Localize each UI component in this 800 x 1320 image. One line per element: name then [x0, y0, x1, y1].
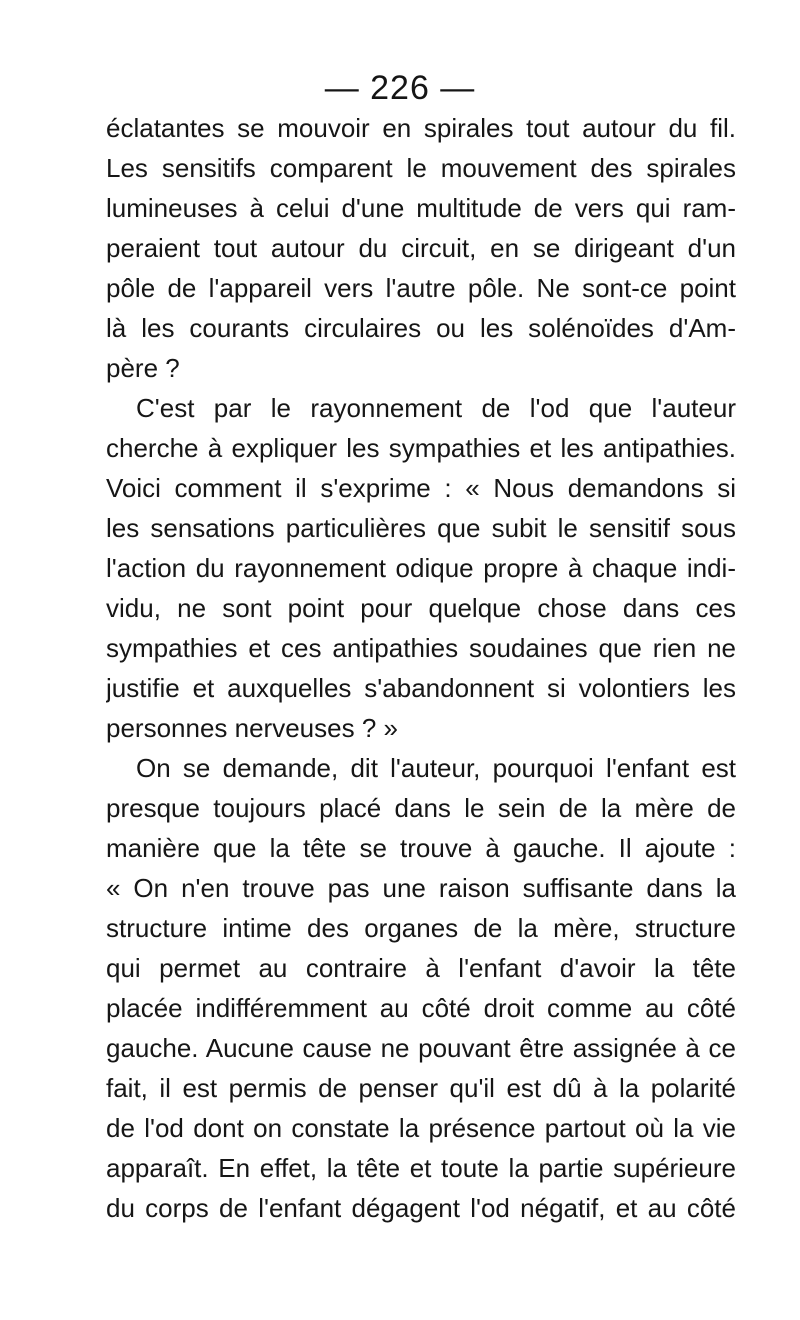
text-line: justifie et auxquelles s'abandonnent si volontiers les	[106, 673, 736, 703]
text-line: C'est par le rayonnement de l'od que l'auteur	[136, 393, 736, 423]
text-line: peraient tout autour du circuit, en se dirigeant d'un	[106, 233, 736, 263]
text-line: « On n'en trouve pas une raison suffisante dans la	[106, 873, 736, 903]
text-line: fait, il est permis de penser qu'il est dû à la polarité	[106, 1073, 736, 1103]
text-line: sympathies et ces antipathies soudaines que rien ne	[106, 633, 736, 663]
text-line: vidu, ne sont point pour quelque chose dans ces	[106, 593, 736, 623]
text-line: cherche à expliquer les sympathies et les antipathies.	[106, 433, 736, 463]
text-line: presque toujours placé dans le sein de la mère de	[106, 793, 736, 823]
text-line: éclatantes se mouvoir en spirales tout autour du fil.	[106, 113, 736, 143]
text-line: On se demande, dit l'auteur, pourquoi l'enfant est	[136, 753, 736, 783]
text-line: pôle de l'appareil vers l'autre pôle. Ne sont-ce point	[106, 273, 736, 303]
text-line: structure intime des organes de la mère, structure	[106, 913, 736, 943]
page-number: — 226 —	[324, 69, 476, 107]
text-line: personnes nerveuses ? »	[106, 713, 398, 743]
text-line: apparaît. En effet, la tête et toute la partie supérieure	[106, 1153, 736, 1183]
text-line: de l'od dont on constate la présence partout où la vie	[106, 1113, 736, 1143]
text-line: manière que la tête se trouve à gauche. Il ajoute :	[106, 833, 736, 863]
text-line: du corps de l'enfant dégagent l'od négatif, et au côté	[106, 1193, 736, 1223]
text-line: placée indifféremment au côté droit comme au côté	[106, 993, 736, 1023]
text-line: l'action du rayonnement odique propre à chaque indi-	[106, 553, 736, 583]
text-line: Voici comment il s'exprime : « Nous demandons si	[106, 473, 736, 503]
text-line: qui permet au contraire à l'enfant d'avoir la tête	[106, 953, 736, 983]
text-line: père ?	[106, 353, 180, 383]
text-line: Les sensitifs comparent le mouvement des spirales	[106, 153, 736, 183]
body-text	[106, 108, 736, 1228]
text-line: là les courants circulaires ou les solénoïdes d'Am-	[106, 313, 736, 343]
text-line: gauche. Aucune cause ne pouvant être assignée à ce	[106, 1033, 736, 1063]
text-line: les sensations particulières que subit le sensitif sous	[106, 513, 736, 543]
text-line: lumineuses à celui d'une multitude de vers qui ram-	[106, 193, 736, 223]
